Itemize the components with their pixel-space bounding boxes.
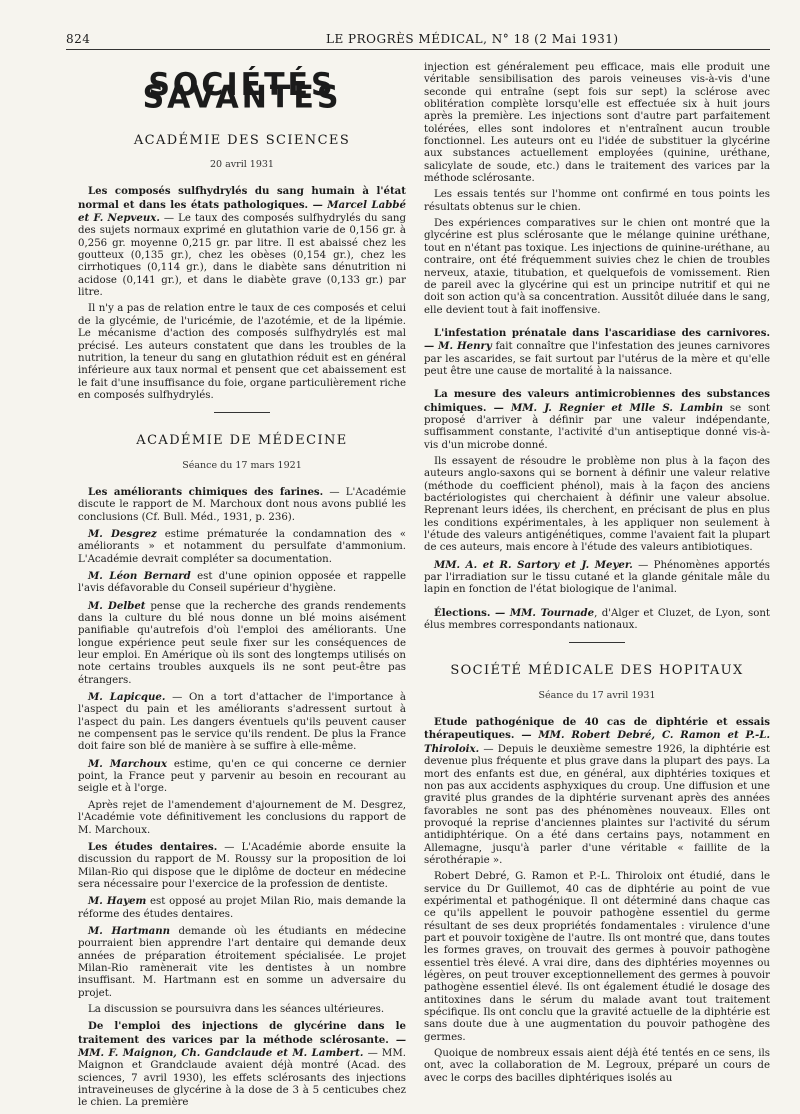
article-text: , d'Alger et Cluzet, de Lyon, sont élus membres correspondants nationaux. — [424, 607, 770, 632]
paragraph — [78, 1020, 406, 1109]
paragraph: Après rejet de l'amendement d'ajournement de M. Desgrez, l'Académie vote définitivement les conclusions du rapport de M. Marchoux. — [78, 799, 406, 836]
article-text: — L'Académie aborde ensuite la discussion du rapport de M. Roussy sur la proposition de loi Milan-Rio qui dispose que le diplôme de docteur en médecine sera nécessaire pour l'exercice de la profession de dentiste. — [78, 841, 406, 890]
speaker: M. Hayem — [88, 895, 147, 908]
speaker: M. Delbet — [88, 599, 146, 612]
section-divider — [214, 412, 270, 413]
paragraph — [78, 600, 406, 687]
paragraph — [78, 570, 406, 596]
article-text: est opposé au projet Milan Rio, mais demande la réforme des études dentaires. — [78, 896, 406, 920]
article-text: estime, qu'en ce qui concerne ce dernier point, la France peut y parvenir au besoin en recourant au seigle et à l'orge. — [78, 758, 406, 795]
speaker: M. Desgrez — [88, 527, 157, 540]
article-heading: Les améliorants chimiques des farines. — [88, 485, 324, 498]
main-title: SOCIÉTÉS SAVANTES — [142, 66, 342, 117]
speaker: M. Hartmann — [88, 924, 171, 937]
article-authors: — M. Henry — [424, 340, 492, 353]
paragraph — [78, 925, 406, 1000]
section-title-medecine: ACADÉMIE DE MÉDECINE — [136, 433, 348, 449]
article-authors: — MM. J. Regnier et Mlle S. Lambin — [486, 401, 723, 414]
paragraph — [78, 895, 406, 921]
article-authors: — Marcel Labbé et F. Nepveux. — [78, 198, 406, 225]
paragraph — [78, 841, 406, 891]
page-number: 824 — [66, 32, 91, 46]
article-heading: L'infestation prénatale dans l'ascaridiase des carnivores. — [434, 326, 770, 339]
paragraph — [424, 716, 770, 867]
article-authors: MM. A. et R. Sartory et J. Meyer. — [434, 558, 633, 571]
article-authors: — MM. Robert Debré, C. Ramon et P.-L. Thiroloix. — [424, 729, 770, 755]
paragraph — [78, 691, 406, 754]
header-rule — [66, 49, 770, 50]
section-divider — [569, 642, 625, 643]
article-text: — Le taux des composés sulfhydrylés du sang des sujets normaux exprimé en glutathion varie de 0,156 gr. à 0,256 gr. moyenne 0,215 gr. par litre. Il est abaissé chez les goutteux (0,135 gr.), chez les obèses (0,154 gr.), chez les cirrhotiques (0,114 gr.), dans le diabète sans dénutrition ni acidose (0,141 gr.), et dans le diabète grave (0,133 gr.) par litre. — [78, 213, 406, 299]
left-column — [78, 62, 406, 1114]
article-text: — L'Académie discute le rapport de M. Marchoux dont nous avons publié les conclusions (Cf. Bull. Méd., 1931, p. 236). — [78, 486, 406, 523]
article-text: pense que la recherche des grands rendements dans la culture du blé nous donne un blé moins aisément panifiable qu'autrefois d'où l'emploi des améliorants. Une longue expérience peut seule fixer sur les conséquences de leur emploi. En Amérique où ils sont des longtemps utilisés on note certains troubles auxquels ils ne sont peut-être pas étrangers. — [78, 600, 406, 686]
paragraph — [424, 327, 770, 378]
article-heading: De l'emploi des injections de glycérine dans le traitement des varices par la méthode sclérosante. — [78, 1020, 406, 1046]
paragraph: Des expériences comparatives sur le chien ont montré que la glycérine est plus sclérosante que le mélange quinine uréthane, tout en n'étant pas toxique. Les injections de quinine-uréthane, au contraire, ont été fréquemment suivies chez le chien de troubles nerveux, ataxie, titubation, et quelquefois de vomissement. Rien de pareil avec la glycérine qui est un principe nutritif et qui ne doit son action qu'à sa concentration. Aussitôt diluée dans le sang, elle devient tout à fait inoffensive. — [424, 218, 770, 316]
running-head — [66, 32, 770, 48]
paragraph: Quoique de nombreux essais aient déjà été tentés en ce sens, ils ont, avec la collaboration de M. Legroux, préparé un cours de avec le corps des bacilles diphtériques isolés au — [424, 1048, 770, 1084]
article-heading: Les composés sulfhydrylés du sang humain à l'état normal et dans les états pathologiques. — [78, 185, 406, 211]
article-text: — On a tort d'attacher de l'importance à l'aspect du pain et les améliorants s'adressent surtout à l'aspect du pain. Les dangers éventuels qu'ils peuvent causer ne compensent pas le service qu'ils rendent. De plus la France doit faire son blé de manière à se suffire à elle-même. — [78, 692, 407, 753]
paragraph — [78, 486, 406, 524]
paragraph — [424, 607, 770, 633]
article-text: estime prématurée la condamnation des « améliorants » et notamment du persulfate d'ammonium. L'Académie devrait compléter sa documentation. — [78, 528, 406, 565]
paragraph — [78, 528, 406, 566]
paragraph — [424, 388, 770, 452]
article-heading: Élections. — [434, 606, 491, 619]
article-authors: — MM. F. Maignon, Ch. Gandclaude et M. Lambert. — [78, 1033, 407, 1059]
journal-title: LE PROGRÈS MÉDICAL, N° 18 (2 Mai 1931) — [326, 32, 619, 46]
paragraph — [424, 559, 770, 597]
paragraph: Ils essayent de résoudre le problème non plus à la façon des auteurs anglo-saxons qui se bornent à définir une valeur relative (méthode du coefficient phénol), mais à la façon des anciens bactériologistes qui cherchaient à définir une valeur absolue. Reprenant leurs idées, ils cherchent, en précisant de plus en plus les conditions expérimentales, à les appliquer non seulement à l'étude des valeurs antigénétiques, comme l'avaient fait la plupart de ces auteurs, mais encore à l'étude des valeurs antibiotiques. — [424, 455, 770, 554]
section-title-hopitaux: SOCIÉTÉ MÉDICALE DES HOPITAUX — [450, 663, 744, 679]
article-heading: La mesure des valeurs antimicrobiennes des substances chimiques. — [424, 388, 770, 414]
paragraph — [78, 758, 406, 796]
right-column — [424, 62, 770, 1089]
speaker: M. Lapicque. — [88, 691, 166, 704]
speaker: M. Marchoux — [88, 757, 168, 770]
article-text: demande où les étudiants en médecine pourraient bien apprendre l'art dentaire qui demande deux années de préparation étroitement spécialisée. Le projet Milan-Rio ramènerait vite les dentistes à un nombre insuffisant. M. Hartmann est en somme un adversaire du projet. — [78, 925, 407, 999]
article-text: — MM. Maignon et Grandclaude avaient déjà montré (Acad. des sciences, 7 avril 1930), les effets sclérosants des injections intraveineuses de glycérine à la dose de 3 à 5 centicubes chez le chien. La première — [78, 1048, 406, 1109]
paragraph: Il n'y a pas de relation entre le taux de ces composés et celui de la glycémie, de l'uricémie, de l'azotémie, et de la lipémie. Le mécanisme d'action des composés sulfhydrylés est mal précisé. Les auteurs constatent que dans les troubles de la nutrition, la teneur du sang en glutathion réduit est en général inférieure aux taux normal et pensent que cet abaissement est le fait d'une insuffisance du foie, organe particulièrement riche en composés sulfhydrylés. — [78, 303, 406, 401]
section-title-sciences: ACADÉMIE DES SCIENCES — [133, 132, 351, 148]
section-date-medecine: Séance du 17 mars 1921 — [182, 459, 302, 471]
paragraph: Robert Debré, G. Ramon et P.-L. Thiroloix ont étudié, dans le service du Dr Guillemot, 40 cas de diphtérie au point de vue expérimental et pathogénique. Il ont déterminé dans chaque cas ce qu'ils appellent le pouvoir pathogène essentiel du germe résultant de ses deux propriétés fondamentales : virulence d'une part et pouvoir toxigène de l'autre. Ils ont montré que, dans toutes les formes graves, on trouvait des germes à pouvoir pathogène essentiel très élevé. A vrai dire, dans des diphtéries moyennes ou légères, on peut trouver exceptionnellement des germes à pouvoir pathogène essentiel élevé. Ils ont également étudié le dosage des antitoxines dans le sérum du malade avant tout traitement spécifique. Ils ont conclu que la gravité actuelle de la diphtérie est sans doute due à une augmentation du pouvoir pathogène des germes. — [424, 871, 770, 1043]
paragraph: injection est généralement peu efficace, mais elle produit une véritable sensibilisation des parois veineuses vis-à-vis d'une seconde qui entraîne (sept fois sur sept) la sclérose avec oblitération complète lorsqu'elle est effectuée six à huit jours après la première. Les injections sont d'autre part parfaitement tolérées, elles sont indolores et n'entraînent aucun trouble fonctionnel. Les auteurs ont eu l'idée de substituer la glycérine aux substances actuellement employées (quinine, uréthane, salicylate de soude, etc.) dans le traitement des varices par la méthode sclérosante. — [424, 62, 770, 185]
article-heading: Etude pathogénique de 40 cas de diphtérie et essais thérapeutiques. — [424, 716, 770, 742]
section-date-hopitaux: Séance du 17 avril 1931 — [538, 689, 656, 701]
article-text: — Phénomènes apportés par l'irradiation sur le tissu cutané et la glande génitale mâle du lapin en fonction de l'état biologique de l'animal. — [424, 559, 770, 596]
speaker: M. Léon Bernard — [88, 569, 191, 582]
article-text: est d'une opinion opposée et rappelle l'avis défavorable du Conseil supérieur d'hygiène. — [78, 570, 406, 595]
article-heading: Les études dentaires. — [88, 840, 218, 853]
paragraph: Les essais tentés sur l'homme ont confirmé en tous points les résultats obtenus sur le chien. — [424, 189, 770, 213]
paragraph — [78, 185, 406, 299]
paragraph: La discussion se poursuivra dans les séances ultérieures. — [88, 1003, 385, 1015]
section-date-sciences: 20 avril 1931 — [210, 159, 274, 171]
article-text: — Depuis le deuxième semestre 1926, la diphtérie est devenue plus fréquente et plus grave dans la plupart des pays. La mort des enfants est due, en général, aux diphtéries toxiques et non pas aux accidents asphyxiques du croup. Une diffusion et une gravité plus grandes de la diphtérie survenant après des années favorables ne sont pas des phénomènes nouveaux. Elles ont provoqué la reprise d'anciennes plaintes sur l'activité du sérum antidiphtérique. On a été dans certains pays, notamment en Allemagne, jusqu'à parler d'une véritable « faillite de la sérothérapie ». — [424, 743, 770, 866]
article-text: se sont proposé d'arriver à définir par une valeur indépendante, suffisamment constante, l'activité d'un antiseptique donné vis-à-vis d'un microbe donné. — [424, 402, 770, 451]
article-authors: — MM. Tournade — [490, 606, 595, 619]
article-text: fait connaître que l'infestation des jeunes carnivores par les ascarides, se fait surtout par l'utérus de la mère et qu'elle peut être une cause de mortalité à la naissance. — [424, 341, 771, 377]
